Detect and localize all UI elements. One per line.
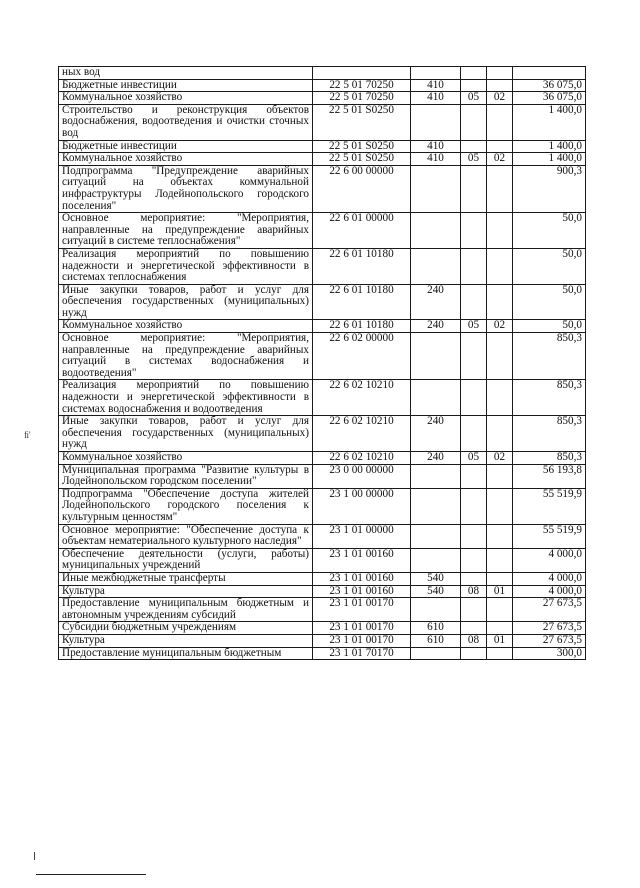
row-target-article: 22 6 02 10210	[313, 380, 411, 416]
table-row	[59, 598, 586, 622]
row-section	[461, 416, 487, 452]
row-target-article: 22 5 01 S0250	[313, 104, 411, 140]
budget-table	[58, 66, 586, 660]
table-row	[59, 333, 586, 380]
row-name: Подпрограмма "Предупреждение аварийных ситуаций на объектах коммунальной инфраструктуры Лодейнопольского городского поселения"	[59, 165, 313, 212]
table-row	[59, 647, 586, 660]
row-name: Коммунальное хозяйство	[59, 452, 313, 465]
row-name: Основное мероприятие: "Обеспечение доступа к объектам нематериального культурного наследия"	[59, 524, 313, 548]
row-target-article: 22 5 01 70250	[313, 79, 411, 92]
row-subsection	[487, 598, 513, 622]
row-name: Реализация мероприятий по повышению надежности и энергетической эффективности в системах теплоснабжения	[59, 248, 313, 284]
row-target-article	[313, 67, 411, 80]
row-section	[461, 464, 487, 488]
table-row	[59, 548, 586, 572]
row-section	[461, 524, 487, 548]
row-amount: 36 075,0	[513, 79, 586, 92]
table-row	[59, 634, 586, 647]
row-amount: 1 400,0	[513, 153, 586, 166]
row-subsection	[487, 488, 513, 524]
row-target-article: 22 5 01 70250	[313, 92, 411, 105]
row-expense-type: 240	[411, 284, 461, 320]
row-target-article: 22 6 01 00000	[313, 213, 411, 249]
row-subsection: 02	[487, 320, 513, 333]
row-expense-type: 410	[411, 79, 461, 92]
row-expense-type	[411, 647, 461, 660]
row-name: Бюджетные инвестиции	[59, 79, 313, 92]
row-subsection: 01	[487, 634, 513, 647]
row-name: Иные закупки товаров, работ и услуг для обеспечения государственных (муниципальных) нужд	[59, 284, 313, 320]
row-subsection: 02	[487, 153, 513, 166]
row-name: Обеспечение деятельности (услуги, работы) муниципальных учреждений	[59, 548, 313, 572]
row-target-article: 23 1 01 00170	[313, 622, 411, 635]
row-subsection	[487, 248, 513, 284]
row-subsection	[487, 647, 513, 660]
row-target-article: 22 6 01 10180	[313, 284, 411, 320]
row-section	[461, 248, 487, 284]
table-row	[59, 320, 586, 333]
row-target-article: 23 1 01 00000	[313, 524, 411, 548]
margin-mark: ﬁ'	[24, 430, 31, 440]
row-expense-type	[411, 333, 461, 380]
row-target-article: 23 1 01 00160	[313, 572, 411, 585]
row-section	[461, 79, 487, 92]
row-name: Иные межбюджетные трансферты	[59, 572, 313, 585]
row-section	[461, 647, 487, 660]
row-section	[461, 104, 487, 140]
row-section: 05	[461, 452, 487, 465]
row-amount: 50,0	[513, 284, 586, 320]
row-expense-type	[411, 598, 461, 622]
row-amount: 4 000,0	[513, 585, 586, 598]
row-section	[461, 548, 487, 572]
row-subsection	[487, 380, 513, 416]
row-expense-type: 240	[411, 452, 461, 465]
row-subsection: 02	[487, 452, 513, 465]
row-amount: 4 000,0	[513, 548, 586, 572]
row-target-article: 22 5 01 S0250	[313, 140, 411, 153]
row-subsection	[487, 548, 513, 572]
table-row	[59, 79, 586, 92]
row-name: Коммунальное хозяйство	[59, 320, 313, 333]
row-name: Основное мероприятие: "Мероприятия, направленные на предупреждение аварийных ситуаций в системе теплоснабжения"	[59, 213, 313, 249]
row-subsection	[487, 67, 513, 80]
row-target-article: 22 6 00 00000	[313, 165, 411, 212]
row-amount	[513, 67, 586, 80]
table-row	[59, 104, 586, 140]
row-section	[461, 598, 487, 622]
row-amount: 27 673,5	[513, 634, 586, 647]
row-expense-type: 540	[411, 585, 461, 598]
row-subsection: 02	[487, 92, 513, 105]
row-amount: 27 673,5	[513, 598, 586, 622]
row-amount: 36 075,0	[513, 92, 586, 105]
table-row	[59, 248, 586, 284]
table-row	[59, 622, 586, 635]
row-amount: 50,0	[513, 248, 586, 284]
row-section	[461, 165, 487, 212]
table-row	[59, 416, 586, 452]
table-row	[59, 153, 586, 166]
row-section	[461, 67, 487, 80]
row-section: 08	[461, 634, 487, 647]
row-expense-type: 610	[411, 634, 461, 647]
row-name: Предоставление муниципальным бюджетным	[59, 647, 313, 660]
row-name: Коммунальное хозяйство	[59, 92, 313, 105]
row-section: 05	[461, 153, 487, 166]
row-name: Коммунальное хозяйство	[59, 153, 313, 166]
row-section	[461, 622, 487, 635]
row-name: Субсидии бюджетным учреждениям	[59, 622, 313, 635]
row-expense-type: 610	[411, 622, 461, 635]
row-target-article: 22 6 01 10180	[313, 248, 411, 284]
row-expense-type	[411, 380, 461, 416]
row-expense-type	[411, 248, 461, 284]
row-expense-type	[411, 464, 461, 488]
row-expense-type	[411, 524, 461, 548]
row-subsection	[487, 524, 513, 548]
row-name: Строительство и реконструкция объектов водоснабжения, водоотведения и очистки сточных вод	[59, 104, 313, 140]
row-amount: 1 400,0	[513, 140, 586, 153]
row-subsection	[487, 140, 513, 153]
row-target-article: 23 1 01 00160	[313, 548, 411, 572]
row-target-article: 22 6 02 10210	[313, 452, 411, 465]
row-name: Иные закупки товаров, работ и услуг для обеспечения государственных (муниципальных) нужд	[59, 416, 313, 452]
table-row	[59, 572, 586, 585]
row-subsection	[487, 572, 513, 585]
row-section	[461, 572, 487, 585]
row-target-article: 23 1 00 00000	[313, 488, 411, 524]
row-expense-type	[411, 104, 461, 140]
row-subsection	[487, 165, 513, 212]
row-amount: 850,3	[513, 333, 586, 380]
row-name: Основное мероприятие: "Мероприятия, направленные на предупреждение аварийных ситуаций в системах водоснабжения и водоотведения"	[59, 333, 313, 380]
footnote-separator	[36, 874, 146, 875]
row-expense-type: 540	[411, 572, 461, 585]
row-section: 05	[461, 92, 487, 105]
row-amount: 4 000,0	[513, 572, 586, 585]
row-target-article: 23 1 01 70170	[313, 647, 411, 660]
row-name: Предоставление муниципальным бюджетным и автономным учреждениям субсидий	[59, 598, 313, 622]
row-target-article: 22 6 02 00000	[313, 333, 411, 380]
row-name: ных вод	[59, 67, 313, 80]
row-expense-type	[411, 548, 461, 572]
row-target-article: 23 1 01 00170	[313, 634, 411, 647]
table-row	[59, 213, 586, 249]
row-amount: 50,0	[513, 320, 586, 333]
row-section	[461, 213, 487, 249]
row-subsection	[487, 213, 513, 249]
row-target-article: 22 6 01 10180	[313, 320, 411, 333]
table-row	[59, 524, 586, 548]
row-target-article: 22 6 02 10210	[313, 416, 411, 452]
row-amount: 300,0	[513, 647, 586, 660]
table-row	[59, 488, 586, 524]
row-expense-type: 240	[411, 416, 461, 452]
row-section	[461, 380, 487, 416]
table-row	[59, 284, 586, 320]
row-target-article: 23 0 00 00000	[313, 464, 411, 488]
table-row	[59, 92, 586, 105]
table-row	[59, 585, 586, 598]
row-amount: 850,3	[513, 452, 586, 465]
row-subsection	[487, 464, 513, 488]
row-amount: 900,3	[513, 165, 586, 212]
table-row	[59, 464, 586, 488]
row-expense-type: 240	[411, 320, 461, 333]
row-expense-type: 410	[411, 92, 461, 105]
row-name: Муниципальная программа "Развитие культуры в Лодейнопольском городском поселении"	[59, 464, 313, 488]
row-expense-type	[411, 488, 461, 524]
row-amount: 56 193,8	[513, 464, 586, 488]
row-section: 08	[461, 585, 487, 598]
row-section	[461, 284, 487, 320]
budget-table-body	[59, 67, 586, 660]
scan-artifact	[34, 852, 35, 860]
table-row	[59, 165, 586, 212]
row-name: Бюджетные инвестиции	[59, 140, 313, 153]
row-expense-type	[411, 213, 461, 249]
row-name: Культура	[59, 585, 313, 598]
row-amount: 55 519,9	[513, 524, 586, 548]
row-section	[461, 488, 487, 524]
row-target-article: 23 1 01 00170	[313, 598, 411, 622]
row-section: 05	[461, 320, 487, 333]
table-row	[59, 140, 586, 153]
row-amount: 55 519,9	[513, 488, 586, 524]
row-expense-type	[411, 165, 461, 212]
row-name: Культура	[59, 634, 313, 647]
row-target-article: 23 1 01 00160	[313, 585, 411, 598]
row-expense-type: 410	[411, 140, 461, 153]
row-subsection	[487, 333, 513, 380]
row-expense-type: 410	[411, 153, 461, 166]
row-target-article: 22 5 01 S0250	[313, 153, 411, 166]
row-subsection: 01	[487, 585, 513, 598]
row-name: Реализация мероприятий по повышению надежности и энергетической эффективности в системах водоснабжения и водоотведения	[59, 380, 313, 416]
row-subsection	[487, 104, 513, 140]
row-subsection	[487, 622, 513, 635]
row-name: Подпрограмма "Обеспечение доступа жителей Лодейнопольского городского поселения к культурным ценностям"	[59, 488, 313, 524]
row-subsection	[487, 416, 513, 452]
table-row	[59, 452, 586, 465]
row-expense-type	[411, 67, 461, 80]
row-amount: 1 400,0	[513, 104, 586, 140]
row-subsection	[487, 284, 513, 320]
row-amount: 50,0	[513, 213, 586, 249]
row-amount: 850,3	[513, 416, 586, 452]
row-section	[461, 333, 487, 380]
row-subsection	[487, 79, 513, 92]
table-row	[59, 67, 586, 80]
row-amount: 850,3	[513, 380, 586, 416]
row-amount: 27 673,5	[513, 622, 586, 635]
row-section	[461, 140, 487, 153]
table-row	[59, 380, 586, 416]
